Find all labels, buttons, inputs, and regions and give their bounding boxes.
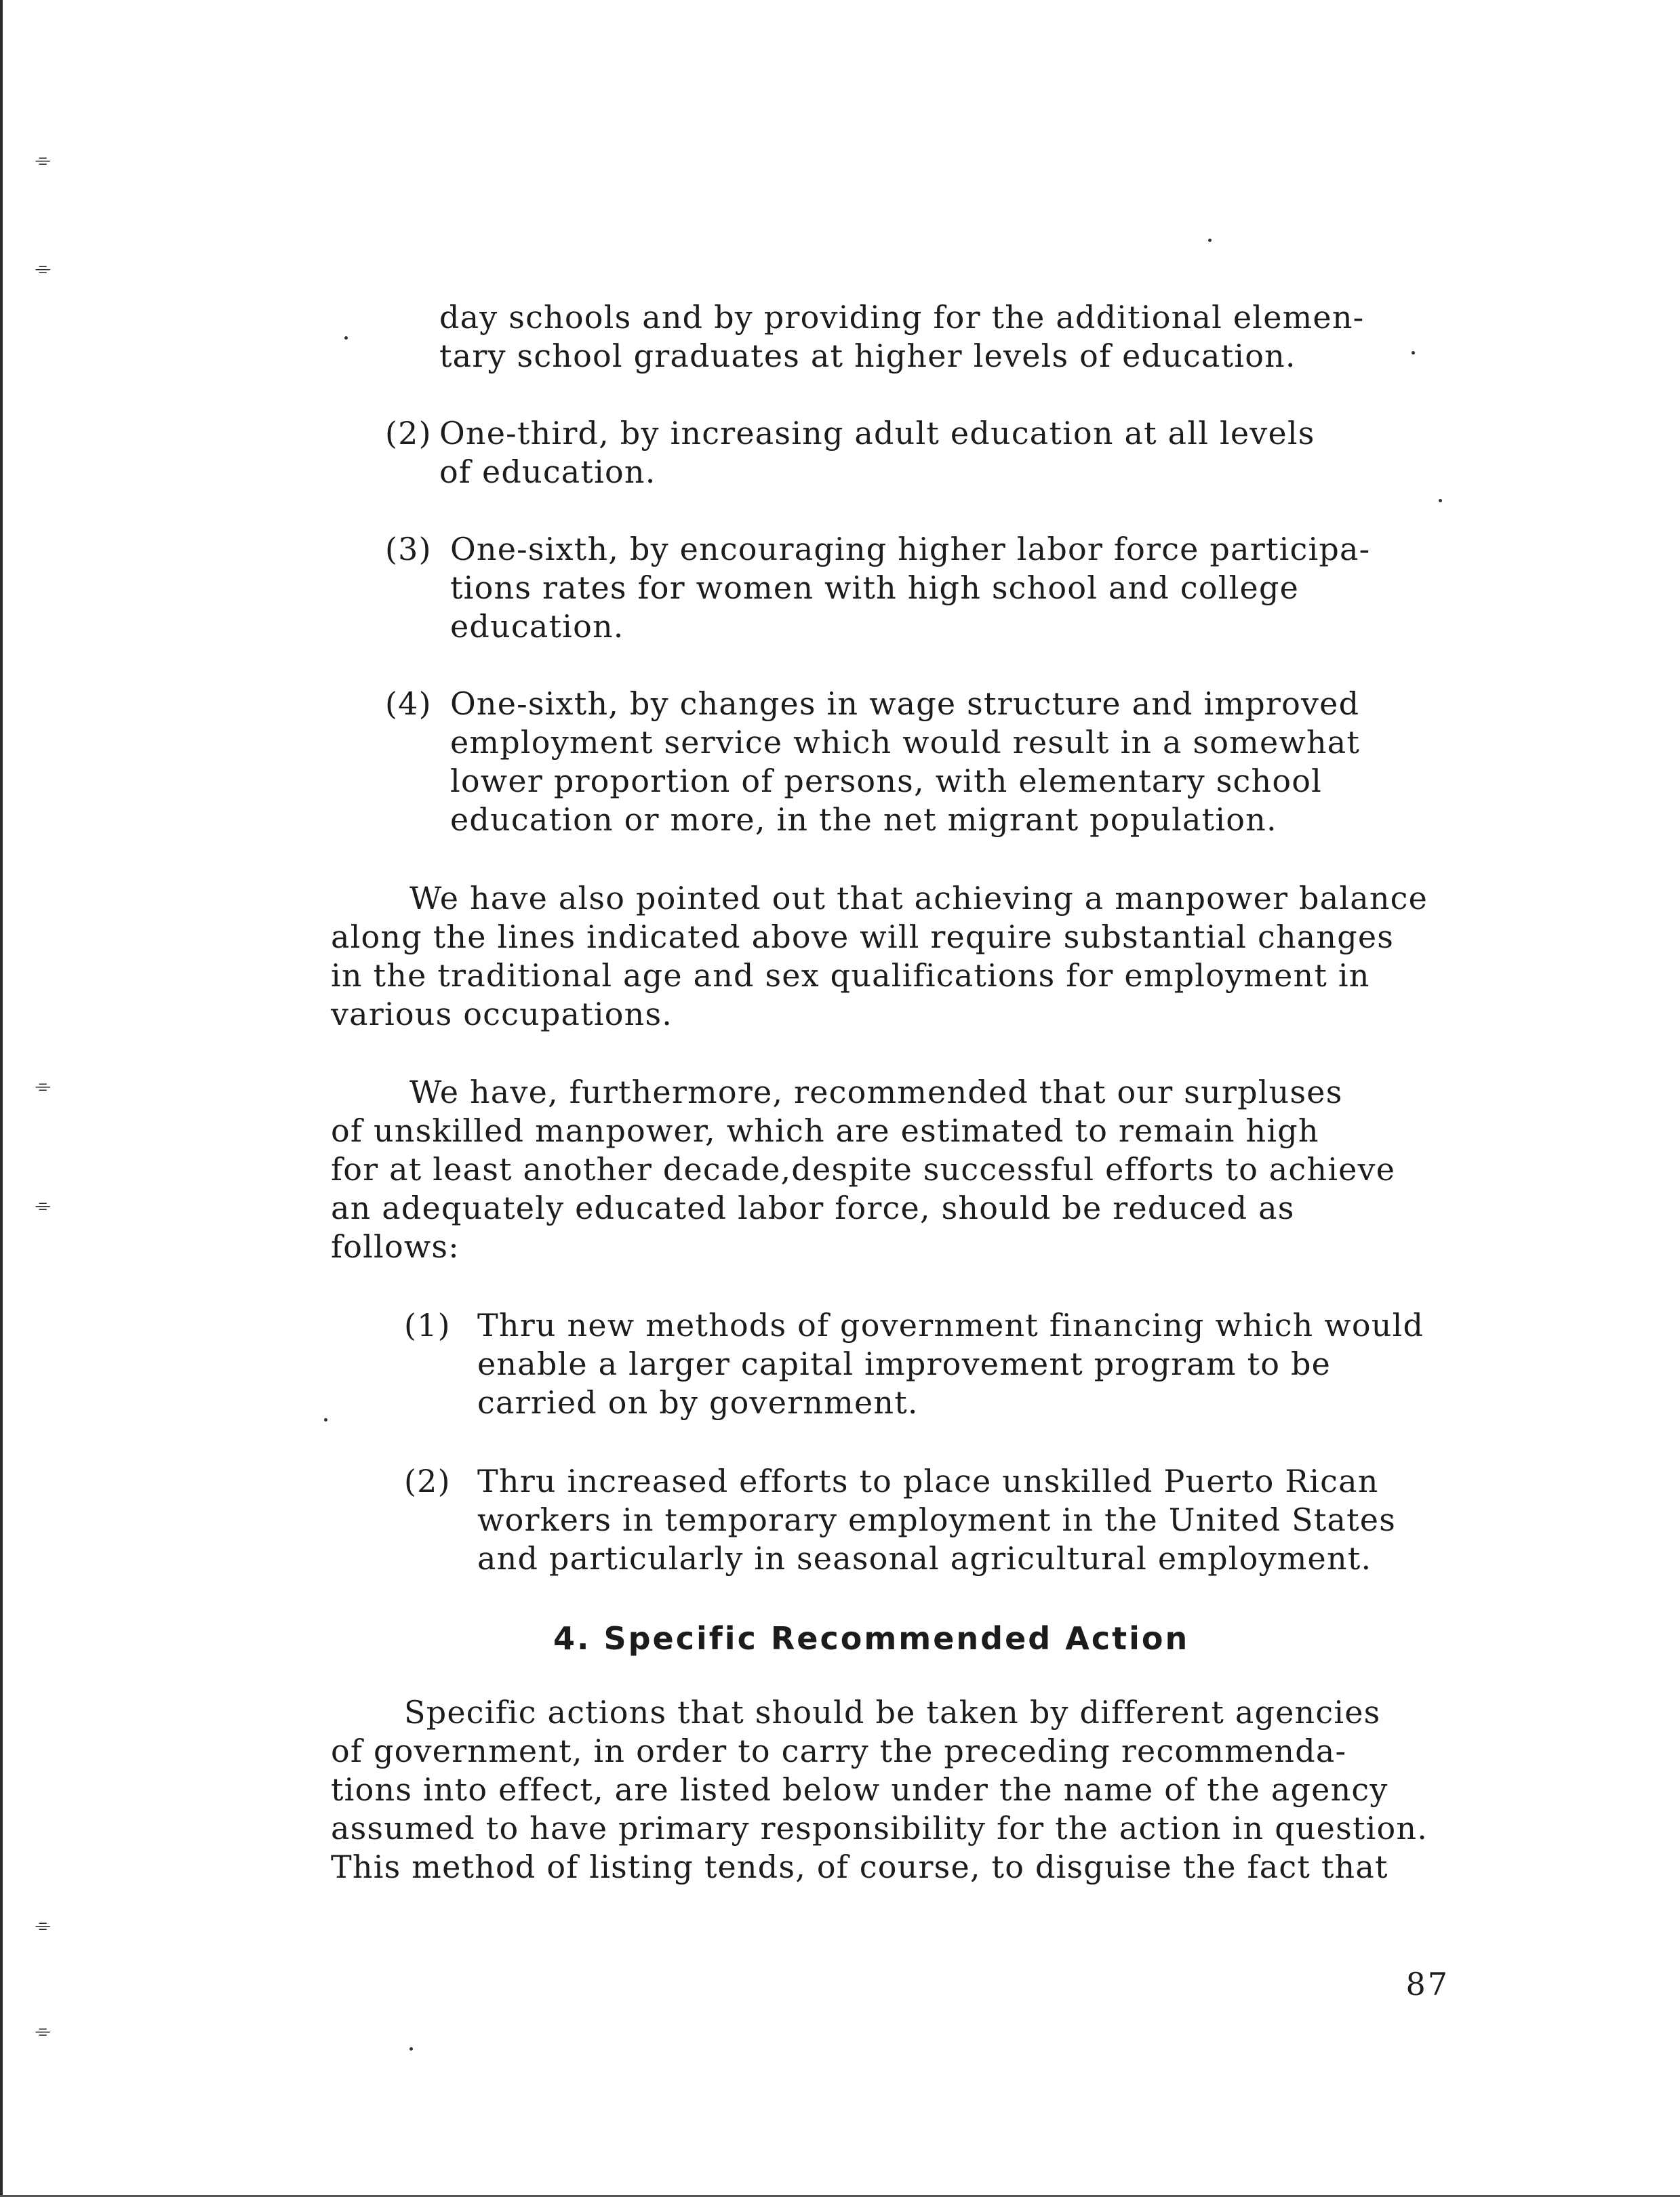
scan-speck	[409, 2047, 413, 2051]
paragraph	[331, 1693, 1428, 1887]
list-item	[404, 1462, 1396, 1578]
list-item	[385, 530, 1370, 646]
text-line: Thru new methods of government financing which would	[477, 1307, 1424, 1344]
scan-speck	[344, 336, 348, 340]
text-line: One-sixth, by encouraging higher labor force participa-	[450, 531, 1371, 567]
list-number: (3)	[385, 531, 432, 567]
text-line: carried on by government.	[477, 1384, 919, 1421]
text-line: enable a larger capital improvement program to be	[477, 1346, 1332, 1382]
list-number: (1)	[404, 1307, 451, 1344]
text-line: Thru increased efforts to place unskilled Puerto Rican	[477, 1463, 1379, 1499]
page-number: 87	[1405, 1966, 1449, 2002]
paragraph	[331, 879, 1428, 1034]
text-line: tions into effect, are listed below under the name of the agency	[331, 1771, 1388, 1808]
section-heading: 4. Specific Recommended Action	[553, 1620, 1190, 1657]
text-line: in the traditional age and sex qualifications for employment in	[331, 957, 1370, 994]
list-item	[385, 414, 1315, 491]
text-line: One-sixth, by changes in wage structure and improved	[450, 685, 1360, 722]
binder-mark: ⌯	[35, 1914, 51, 1936]
text-line: lower proportion of persons, with elementary school	[450, 763, 1323, 799]
binder-mark: ⌯	[35, 257, 51, 279]
text-line: tary school graduates at higher levels of education.	[439, 338, 1296, 374]
text-line: for at least another decade,despite successful efforts to achieve	[331, 1151, 1396, 1188]
text-line: We have, furthermore, recommended that our surpluses	[409, 1074, 1343, 1110]
list-item	[404, 1306, 1424, 1422]
text-line: Specific actions that should be taken by different agencies	[404, 1694, 1381, 1731]
list-number: (2)	[385, 415, 432, 451]
text-line: of unskilled manpower, which are estimated to remain high	[331, 1112, 1319, 1149]
list-number: (4)	[385, 685, 432, 722]
text-line: education.	[450, 608, 624, 645]
list-item	[385, 685, 1360, 839]
text-line: assumed to have primary responsibility for the action in question.	[331, 1810, 1428, 1847]
text-line: follows:	[331, 1228, 460, 1265]
text-line: This method of listing tends, of course, to disguise the fact that	[331, 1849, 1388, 1885]
binder-mark: ⌯	[35, 1194, 51, 1216]
binder-mark: ⌯	[35, 148, 51, 171]
paragraph	[331, 1073, 1395, 1266]
text-line: of education.	[439, 453, 656, 490]
text-line: an adequately educated labor force, should be reduced as	[331, 1190, 1295, 1226]
scan-speck	[1439, 499, 1442, 502]
scan-speck	[1208, 239, 1212, 242]
page-edge-left	[0, 0, 3, 2197]
scan-speck	[1412, 351, 1415, 355]
continuation-block	[439, 298, 1364, 376]
binder-mark: ⌯	[35, 1074, 51, 1097]
list-number: (2)	[404, 1463, 451, 1499]
text-line: workers in temporary employment in the United States	[477, 1501, 1397, 1538]
scan-speck	[324, 1418, 327, 1422]
text-line: employment service which would result in a somewhat	[450, 724, 1361, 761]
text-line: and particularly in seasonal agricultural employment.	[477, 1540, 1372, 1577]
text-line: One-third, by increasing adult education at all levels	[439, 415, 1315, 451]
text-line: along the lines indicated above will require substantial changes	[331, 919, 1395, 955]
text-line: various occupations.	[331, 996, 673, 1032]
binder-mark: ⌯	[35, 2019, 51, 2042]
text-line: We have also pointed out that achieving a manpower balance	[409, 880, 1428, 916]
text-line: day schools and by providing for the additional elemen-	[439, 299, 1365, 336]
text-line: of government, in order to carry the preceding recommenda-	[331, 1733, 1347, 1769]
text-line: tions rates for women with high school and college	[450, 569, 1300, 606]
text-line: education or more, in the net migrant population.	[450, 801, 1277, 838]
